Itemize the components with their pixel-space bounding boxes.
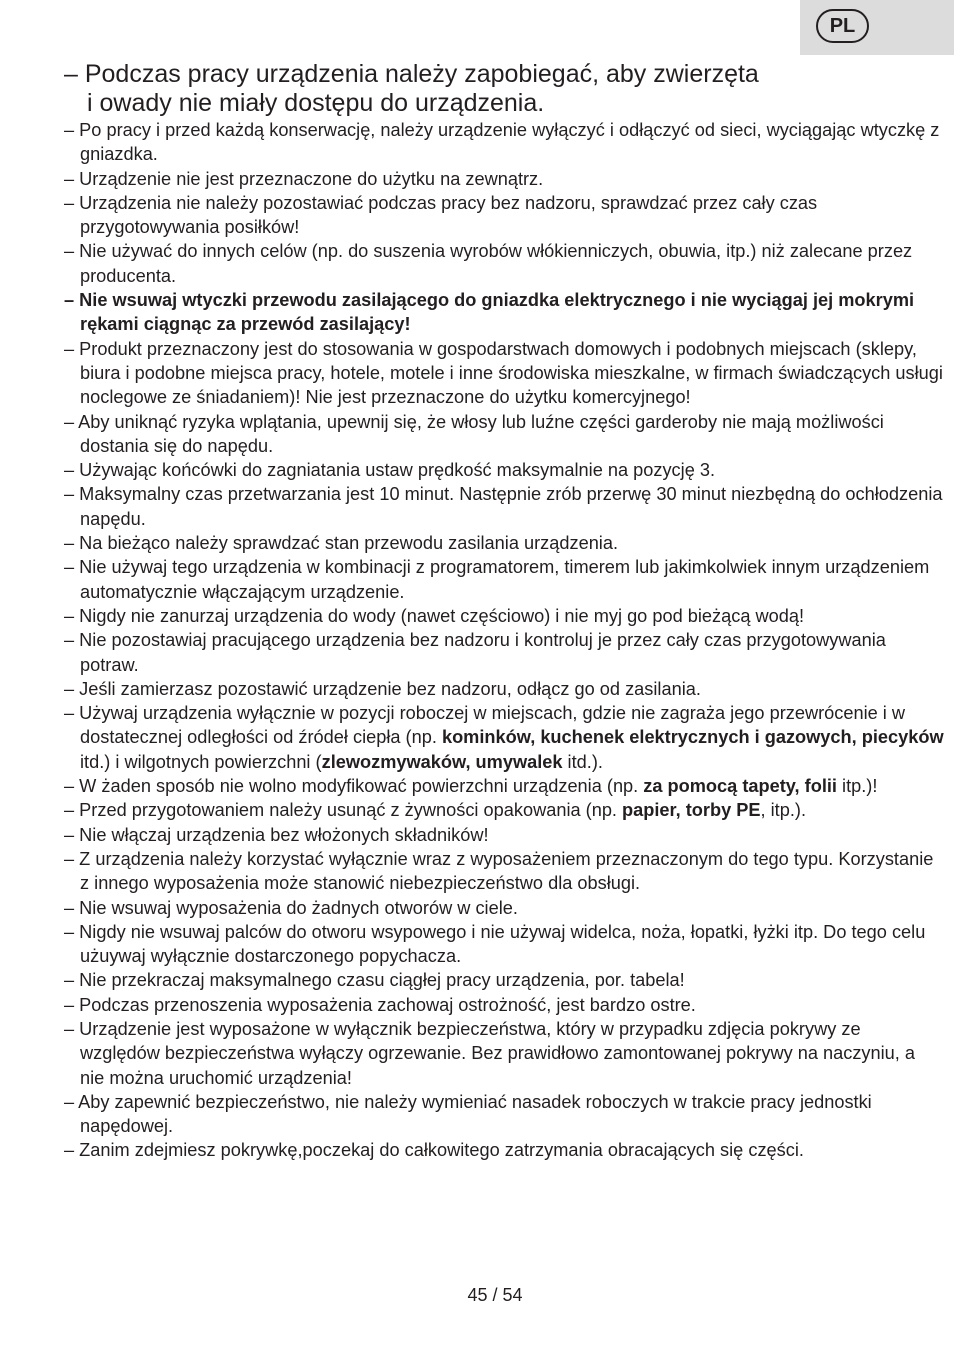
list-item xyxy=(64,604,944,628)
list-item-text: – Nie używaj tego urządzenia w kombinacji z programatorem, timerem lub jakimkolwiek innym urządzeniem automatycznie włączającym urządzenie. xyxy=(64,557,930,602)
list-item-text: – Nigdy nie zanurzaj urządzenia do wody (nawet częściowo) i nie myj go pod bieżącą wodą! xyxy=(64,605,805,626)
list-item-text: – W żaden sposób nie wolno modyfikować powierzchni urządzenia (np. xyxy=(64,776,644,797)
heading-line-2: i owady nie miały dostępu do urządzenia. xyxy=(87,89,545,117)
list-item-text: – Urządzenie nie jest przeznaczone do użytku na zewnątrz. xyxy=(64,168,544,189)
list-item-text: itp.)! xyxy=(836,776,878,797)
list-item-text: – Produkt przeznaczony jest do stosowania w gospodarstwach domowych i podobnych miejscach (sklepy, biura i podobne miejsca pracy, hotele, motele i inne środowiska mieszkalne, w firmach świadczących usługi noclegowe ze śniadaniem)! Nie jest przeznaczone do użytku komercyjnego! xyxy=(64,338,943,408)
list-item xyxy=(64,167,944,191)
list-item-text: – Nigdy nie wsuwaj palców do otworu wsypowego i nie używaj widelca, noża, łopatki, łyżki itp. Do tego celu użuywaj wyłącznie dostarczonego popychacza. xyxy=(64,921,926,967)
heading-line-1: – Podczas pracy urządzenia należy zapobiegać, aby zwierzęta xyxy=(64,60,759,88)
list-item xyxy=(64,628,944,677)
list-item xyxy=(64,1017,944,1090)
list-item xyxy=(64,847,944,896)
list-item xyxy=(64,968,944,992)
section-heading xyxy=(64,60,924,118)
list-item xyxy=(64,191,944,240)
list-item-text: – Maksymalny czas przetwarzania jest 10 minut. Następnie zrób przerwę 30 minut niezbędną do ochłodzenia napędu. xyxy=(64,484,943,529)
list-item-text: – Aby zapewnić bezpieczeństwo, nie należy wymieniać nasadek roboczych w trakcie pracy jednostki napędowej. xyxy=(64,1091,872,1137)
list-item-text: – Nie włączaj urządzenia bez włożonych składników! xyxy=(64,824,489,845)
list-item xyxy=(64,239,944,288)
list-item xyxy=(64,555,944,604)
list-item xyxy=(64,896,944,920)
list-item xyxy=(64,701,944,774)
list-item-text: – Nie wsuwaj wyposażenia do żadnych otworów w ciele. xyxy=(64,897,518,918)
list-item xyxy=(64,1090,944,1139)
list-item xyxy=(64,410,944,459)
list-item xyxy=(64,774,944,798)
list-item-text: – Używaj urządzenia wyłącznie w pozycji roboczej w miejscach, gdzie nie zagraża jego przewrócenie i w dostatecznej odległości od źródeł ciepła (np. xyxy=(64,703,906,748)
language-tab xyxy=(800,0,954,55)
list-item-text: – Jeśli zamierzasz pozostawić urządzenie bez nadzoru, odłącz go od zasilania. xyxy=(64,678,701,699)
list-item-text: – Urządzenie jest wyposażone w wyłącznik bezpieczeństwa, który w przypadku zdjęcia pokrywy ze względów bezpieczeństwa wyłączy ogrzewanie. Bez prawidłowo zamontowanej pokrywy na naczyniu, a nie można uruchomić urządzenia! xyxy=(64,1018,916,1088)
list-item xyxy=(64,823,944,847)
list-item-text: za pomocą tapety, folii xyxy=(643,776,837,797)
list-item xyxy=(64,482,944,531)
list-item-text: – Nie przekraczaj maksymalnego czasu ciągłej pracy urządzenia, por. tabela! xyxy=(64,970,685,991)
list-item xyxy=(64,993,944,1017)
safety-warnings-list xyxy=(64,118,944,1163)
list-item-text: , itp.). xyxy=(760,800,806,821)
list-item-text: – Używając końcówki do zagniatania ustaw prędkość maksymalnie na pozycję 3. xyxy=(64,460,716,481)
language-badge: PL xyxy=(816,9,869,43)
list-item xyxy=(64,337,944,410)
list-item xyxy=(64,798,944,822)
list-item-text: kominków, kuchenek elektrycznych i gazowych, piecyków xyxy=(441,727,944,748)
list-item-text: – Po pracy i przed każdą konserwację, należy urządzenie wyłączyć i odłączyć od sieci, wyciągając wtyczkę z gniazdka. xyxy=(64,120,940,165)
list-item xyxy=(64,118,944,167)
list-item xyxy=(64,288,944,337)
list-item-text: – Zanim zdejmiesz pokrywkę,poczekaj do całkowitego zatrzymania obracających się części. xyxy=(64,1140,804,1161)
list-item-text: – Aby uniknąć ryzyka wplątania, upewnij się, że włosy lub luźne części garderoby nie mają możliwości dostania się do napędu. xyxy=(64,411,884,456)
list-item-text: – Podczas przenoszenia wyposażenia zachowaj ostrożność, jest bardzo ostre. xyxy=(64,994,696,1015)
list-item-text: itd.) i wilgotnych powierzchni ( xyxy=(80,751,322,772)
list-item xyxy=(64,920,944,969)
list-item-text: – Nie używać do innych celów (np. do suszenia wyrobów włókienniczych, obuwia, itp.) niż zalecane przez producenta. xyxy=(64,241,913,286)
list-item-text: papier, torby PE xyxy=(622,800,761,821)
list-item-text: zlewozmywaków, umywalek xyxy=(321,751,563,772)
list-item xyxy=(64,677,944,701)
list-item-text: itd.). xyxy=(562,751,603,772)
list-item xyxy=(64,531,944,555)
list-item xyxy=(64,1138,944,1162)
list-item-text: – Nie wsuwaj wtyczki przewodu zasilającego do gniazdka elektrycznego i nie wyciągaj jej mokrymi rękami ciągnąc za przewód zasilający! xyxy=(64,290,915,335)
list-item xyxy=(64,458,944,482)
list-item-text: – Z urządzenia należy korzystać wyłącznie wraz z wyposażeniem przeznaczonym do tego typu. Korzystanie z innego wyposażenia może stanowić niebezpieczeństwo dla obsługi. xyxy=(64,848,934,894)
list-item-text: – Urządzenia nie należy pozostawiać podczas pracy bez nadzoru, sprawdzać przez cały czas przygotowywania posiłków! xyxy=(64,192,818,238)
list-item-text: – Na bieżąco należy sprawdzać stan przewodu zasilania urządzenia. xyxy=(64,533,619,554)
page-number: 45 / 54 xyxy=(467,1285,523,1305)
list-item-text: – Nie pozostawiaj pracującego urządzenia bez nadzoru i kontroluj je przez cały czas przygotowywania potraw. xyxy=(64,630,886,675)
list-item-text: – Przed przygotowaniem należy usunąć z żywności opakowania (np. xyxy=(64,800,623,821)
